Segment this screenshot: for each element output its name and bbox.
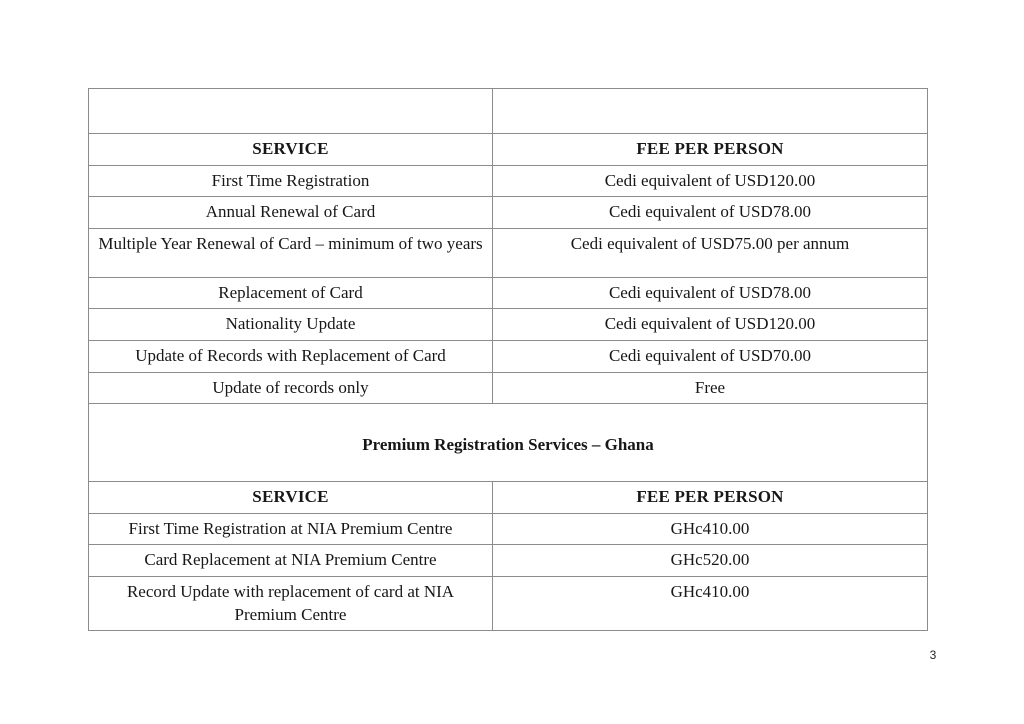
header-service: SERVICE <box>89 134 493 166</box>
table-row <box>89 545 928 577</box>
spacer-cell-left <box>89 89 493 134</box>
fee-cell: Cedi equivalent of USD75.00 per annum <box>493 228 928 277</box>
service-cell: Update of Records with Replacement of Card <box>89 341 493 373</box>
header-service: SERVICE <box>89 482 493 514</box>
premium-section-title: Premium Registration Services – Ghana <box>89 404 928 482</box>
table-row <box>89 513 928 545</box>
section-title-row <box>89 404 928 482</box>
table-spacer-row <box>89 89 928 134</box>
table-row <box>89 372 928 404</box>
fee-cell: Cedi equivalent of USD78.00 <box>493 277 928 309</box>
table-row <box>89 309 928 341</box>
table-row <box>89 165 928 197</box>
table-header-row-primary <box>89 134 928 166</box>
fee-cell: GHc410.00 <box>493 577 928 631</box>
service-cell: Multiple Year Renewal of Card – minimum of two years <box>89 228 493 277</box>
service-cell: First Time Registration at NIA Premium Centre <box>89 513 493 545</box>
spacer-cell-right <box>493 89 928 134</box>
service-cell: Update of records only <box>89 372 493 404</box>
service-cell: First Time Registration <box>89 165 493 197</box>
service-cell: Record Update with replacement of card at NIA Premium Centre <box>89 577 493 631</box>
fee-cell: Cedi equivalent of USD70.00 <box>493 341 928 373</box>
header-fee-per-person: FEE PER PERSON <box>493 134 928 166</box>
table-row <box>89 577 928 631</box>
header-fee-per-person: FEE PER PERSON <box>493 482 928 514</box>
table-row <box>89 197 928 229</box>
table-header-row-premium <box>89 482 928 514</box>
fee-cell: Cedi equivalent of USD78.00 <box>493 197 928 229</box>
table-row <box>89 277 928 309</box>
fee-cell: Cedi equivalent of USD120.00 <box>493 309 928 341</box>
service-cell: Nationality Update <box>89 309 493 341</box>
fee-cell: Cedi equivalent of USD120.00 <box>493 165 928 197</box>
fee-schedule-table <box>88 88 928 631</box>
fee-cell: Free <box>493 372 928 404</box>
service-cell: Card Replacement at NIA Premium Centre <box>89 545 493 577</box>
service-cell: Replacement of Card <box>89 277 493 309</box>
fee-cell: GHc520.00 <box>493 545 928 577</box>
table-row <box>89 341 928 373</box>
service-cell: Annual Renewal of Card <box>89 197 493 229</box>
table-row <box>89 228 928 277</box>
fee-cell: GHc410.00 <box>493 513 928 545</box>
page-number: 3 <box>929 648 937 662</box>
